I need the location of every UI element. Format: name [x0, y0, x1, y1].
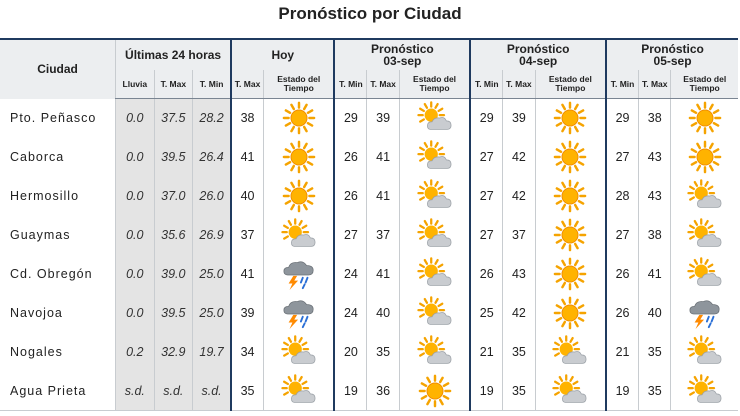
d1-icon [399, 177, 470, 216]
table-row [0, 332, 738, 371]
sun-icon [551, 140, 589, 174]
city-header: Ciudad [0, 39, 116, 99]
tmin-cell: 26.9 [193, 216, 232, 255]
d2-max-cell: 37 [503, 216, 535, 255]
d3-icon [671, 177, 738, 216]
d1-min-cell: 26 [334, 177, 366, 216]
d2-icon [535, 371, 606, 410]
tmin-header: T. Min [334, 70, 366, 99]
partly-cloudy-icon [280, 218, 318, 252]
partly-cloudy-icon [416, 179, 454, 213]
partly-cloudy-icon [686, 335, 724, 369]
partly-cloudy-icon [686, 257, 724, 291]
table-row [0, 177, 738, 216]
table-row [0, 216, 738, 255]
tmin-cell: 28.2 [193, 99, 232, 138]
d3-min-cell: 27 [606, 138, 638, 177]
sun-icon [280, 179, 318, 213]
d2-icon [535, 293, 606, 332]
d1-max-cell: 37 [367, 216, 399, 255]
today-icon [264, 332, 335, 371]
d1-max-cell: 35 [367, 332, 399, 371]
forecast-day3-header: Pronóstico 05-sep [606, 39, 738, 70]
d1-min-cell: 24 [334, 293, 366, 332]
partly-cloudy-icon [686, 374, 724, 408]
d3-max-cell: 35 [639, 371, 671, 410]
partly-cloudy-icon [686, 179, 724, 213]
city-cell: Hermosillo [10, 189, 80, 204]
d2-icon [535, 332, 606, 371]
d1-min-cell: 27 [334, 216, 366, 255]
forecast-table [0, 38, 738, 411]
d2-max-cell: 35 [503, 371, 535, 410]
d2-max-cell: 42 [503, 177, 535, 216]
today-icon [264, 371, 335, 410]
d3-min-cell: 26 [606, 255, 638, 294]
d3-icon [671, 99, 738, 138]
sun-icon [686, 101, 724, 135]
d1-icon [399, 332, 470, 371]
sun-icon [280, 101, 318, 135]
today-icon [264, 177, 335, 216]
d2-icon [535, 138, 606, 177]
state-header: Estado del Tiempo [535, 70, 606, 99]
rain-cell: 0.2 [116, 332, 155, 371]
today-icon [264, 216, 335, 255]
d2-max-cell: 42 [503, 138, 535, 177]
city-cell: Pto. Peñasco [10, 111, 97, 126]
sun-icon [416, 374, 454, 408]
d2-min-cell: 26 [470, 255, 502, 294]
rain-cell: 0.0 [116, 138, 155, 177]
tmax-header: T. Max [503, 70, 535, 99]
partly-cloudy-icon [416, 101, 454, 135]
table-row [0, 255, 738, 294]
d2-icon [535, 177, 606, 216]
d3-min-cell: 28 [606, 177, 638, 216]
tmin-header: T. Min [193, 70, 232, 99]
forecast-day2-header: Pronóstico 04-sep [470, 39, 606, 70]
tmin-cell: 25.0 [193, 293, 232, 332]
d3-max-cell: 43 [639, 138, 671, 177]
tmin-cell: 26.4 [193, 138, 232, 177]
state-header: Estado del Tiempo [399, 70, 470, 99]
today-max-cell: 40 [231, 177, 263, 216]
partly-cloudy-icon [551, 374, 589, 408]
today-max-cell: 34 [231, 332, 263, 371]
rain-cell: 0.0 [116, 255, 155, 294]
sun-icon [551, 101, 589, 135]
d1-icon [399, 371, 470, 410]
partly-cloudy-icon [416, 335, 454, 369]
table-row [0, 138, 738, 177]
sun-icon [551, 257, 589, 291]
tmin-cell: s.d. [193, 371, 232, 410]
tmax-header: T. Max [231, 70, 263, 99]
sun-icon [551, 179, 589, 213]
d1-icon [399, 138, 470, 177]
d2-min-cell: 29 [470, 99, 502, 138]
thunderstorm-icon [280, 296, 318, 330]
today-max-cell: 41 [231, 255, 263, 294]
thunderstorm-icon [686, 296, 724, 330]
d1-icon [399, 293, 470, 332]
tmin-header: T. Min [470, 70, 502, 99]
today-max-cell: 38 [231, 99, 263, 138]
forecast-day1-header: Pronóstico 03-sep [334, 39, 470, 70]
table-row [0, 371, 738, 410]
d3-min-cell: 26 [606, 293, 638, 332]
partly-cloudy-icon [416, 140, 454, 174]
city-cell: Guaymas [10, 228, 71, 243]
tmax-cell: 37.0 [154, 177, 193, 216]
tmax-cell: s.d. [154, 371, 193, 410]
state-header: Estado del Tiempo [264, 70, 335, 99]
d3-max-cell: 41 [639, 255, 671, 294]
d2-min-cell: 21 [470, 332, 502, 371]
d3-max-cell: 38 [639, 99, 671, 138]
today-max-cell: 41 [231, 138, 263, 177]
partly-cloudy-icon [551, 335, 589, 369]
d3-min-cell: 19 [606, 371, 638, 410]
d1-min-cell: 24 [334, 255, 366, 294]
tmin-cell: 25.0 [193, 255, 232, 294]
d1-max-cell: 39 [367, 99, 399, 138]
today-icon [264, 255, 335, 294]
d1-max-cell: 36 [367, 371, 399, 410]
d2-max-cell: 43 [503, 255, 535, 294]
partly-cloudy-icon [686, 218, 724, 252]
d3-icon [671, 216, 738, 255]
sun-icon [551, 218, 589, 252]
tmax-cell: 32.9 [154, 332, 193, 371]
d1-min-cell: 26 [334, 138, 366, 177]
tmin-header: T. Min [606, 70, 638, 99]
state-header: Estado del Tiempo [671, 70, 738, 99]
d1-max-cell: 41 [367, 177, 399, 216]
d3-icon [671, 371, 738, 410]
rain-cell: 0.0 [116, 293, 155, 332]
d1-max-cell: 40 [367, 293, 399, 332]
d3-min-cell: 29 [606, 99, 638, 138]
city-cell: Caborca [10, 150, 65, 165]
tmax-header: T. Max [154, 70, 193, 99]
today-max-cell: 37 [231, 216, 263, 255]
d1-icon [399, 99, 470, 138]
sun-icon [551, 296, 589, 330]
d3-min-cell: 27 [606, 216, 638, 255]
tmax-cell: 39.5 [154, 293, 193, 332]
rain-cell: 0.0 [116, 177, 155, 216]
d3-min-cell: 21 [606, 332, 638, 371]
city-cell: Cd. Obregón [10, 267, 93, 281]
partly-cloudy-icon [416, 218, 454, 252]
d3-icon [671, 332, 738, 371]
d1-min-cell: 20 [334, 332, 366, 371]
partly-cloudy-icon [416, 257, 454, 291]
tmax-cell: 35.6 [154, 216, 193, 255]
d2-max-cell: 42 [503, 293, 535, 332]
d3-max-cell: 38 [639, 216, 671, 255]
d3-icon [671, 138, 738, 177]
d1-icon [399, 255, 470, 294]
d2-max-cell: 35 [503, 332, 535, 371]
sun-icon [686, 140, 724, 174]
last24-header: Últimas 24 horas [116, 39, 232, 70]
d3-max-cell: 40 [639, 293, 671, 332]
tmin-cell: 19.7 [193, 332, 232, 371]
tmin-cell: 26.0 [193, 177, 232, 216]
tmax-header: T. Max [367, 70, 399, 99]
d2-min-cell: 25 [470, 293, 502, 332]
d3-max-cell: 35 [639, 332, 671, 371]
page-title: Pronóstico por Ciudad [278, 4, 462, 23]
d2-icon [535, 99, 606, 138]
today-icon [264, 138, 335, 177]
d1-max-cell: 41 [367, 255, 399, 294]
d3-icon [671, 255, 738, 294]
d1-icon [399, 216, 470, 255]
rain-cell: 0.0 [116, 99, 155, 138]
d1-min-cell: 29 [334, 99, 366, 138]
d3-max-cell: 43 [639, 177, 671, 216]
d2-icon [535, 255, 606, 294]
d1-min-cell: 19 [334, 371, 366, 410]
tmax-cell: 39.0 [154, 255, 193, 294]
partly-cloudy-icon [280, 335, 318, 369]
today-icon [264, 293, 335, 332]
today-header: Hoy [231, 39, 334, 70]
city-cell: Agua Prieta [0, 371, 116, 410]
d2-max-cell: 39 [503, 99, 535, 138]
city-cell: Navojoa [10, 305, 63, 320]
city-cell: Nogales [10, 344, 63, 359]
rain-cell: s.d. [116, 371, 155, 410]
d2-min-cell: 27 [470, 177, 502, 216]
partly-cloudy-icon [280, 374, 318, 408]
rain-header: Lluvia [116, 70, 155, 99]
d2-min-cell: 19 [470, 371, 502, 410]
d3-icon [671, 293, 738, 332]
rain-cell: 0.0 [116, 216, 155, 255]
tmax-cell: 39.5 [154, 138, 193, 177]
d2-min-cell: 27 [470, 216, 502, 255]
sun-icon [280, 140, 318, 174]
tmax-header: T. Max [639, 70, 671, 99]
table-row [0, 99, 738, 138]
d2-min-cell: 27 [470, 138, 502, 177]
tmax-cell: 37.5 [154, 99, 193, 138]
d2-icon [535, 216, 606, 255]
today-max-cell: 35 [231, 371, 263, 410]
partly-cloudy-icon [416, 296, 454, 330]
today-icon [264, 99, 335, 138]
table-row [0, 293, 738, 332]
d1-max-cell: 41 [367, 138, 399, 177]
thunderstorm-icon [280, 257, 318, 291]
today-max-cell: 39 [231, 293, 263, 332]
